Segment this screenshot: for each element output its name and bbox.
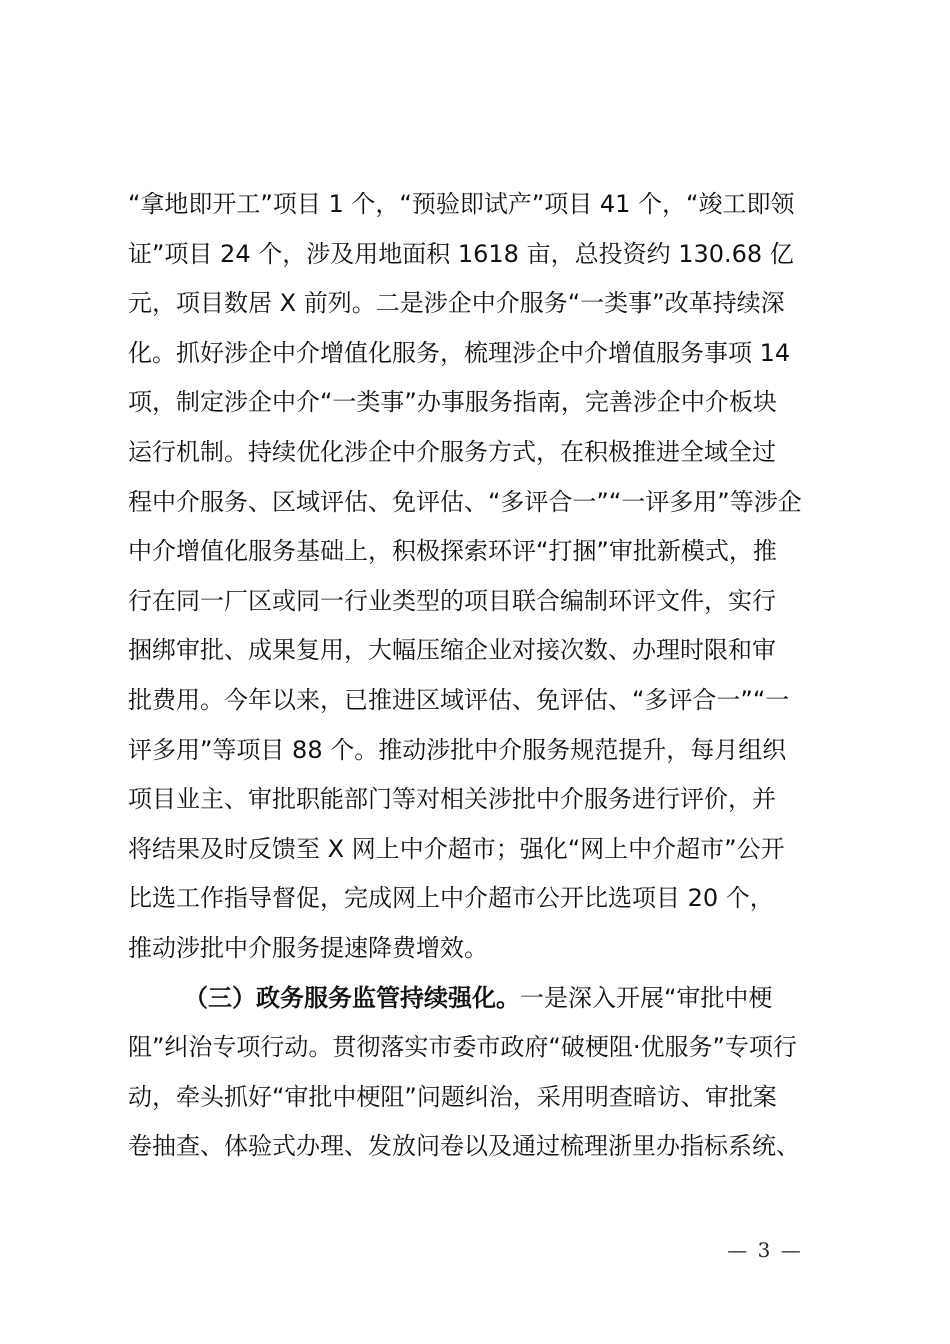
text-line: 将结果及时反馈至 X 网上中介超市；强化“网上中介超市”公开 <box>128 834 785 863</box>
text-line: 程中介服务、区域评估、免评估、“多评合一”“一评多用”等涉企 <box>128 487 802 516</box>
text-line: 阻”纠治专项行动。贯彻落实市委市政府“破梗阻·优服务”专项行 <box>128 1033 797 1062</box>
text-line: 中介增值化服务基础上，积极探索环评“打捆”审批新模式，推 <box>128 537 777 566</box>
body-text <box>128 180 848 1172</box>
text-line: 批费用。今年以来，已推进区域评估、免评估、“多评合一”“一 <box>128 685 790 714</box>
section-heading: （三）政务服务监管持续强化。 <box>184 983 520 1012</box>
text-line: 动，牵头抓好“审批中梗阻”问题纠治，采用明查暗访、审批案 <box>128 1082 777 1111</box>
section-heading-continuation: 一是深入开展“审批中梗 <box>520 983 773 1012</box>
text-line: “拿地即开工”项目 1 个，“预验即试产”项目 41 个，“竣工即领 <box>128 190 795 218</box>
text-line: 项目业主、审批职能部门等对相关涉批中介服务进行评价，并 <box>128 785 776 814</box>
text-line: 卷抽查、体验式办理、发放问卷以及通过梳理浙里办指标系统、 <box>128 1132 800 1161</box>
text-line: 评多用”等项目 88 个。推动涉批中介服务规范提升，每月组织 <box>128 735 787 764</box>
text-line: 证”项目 24 个，涉及用地面积 1618 亩，总投资约 130.68 亿 <box>128 239 794 268</box>
text-line: 元，项目数居 X 前列。二是涉企中介服务“一类事”改革持续深 <box>128 289 785 318</box>
text-line: 比选工作指导督促，完成网上中介超市公开比选项目 20 个， <box>128 884 774 913</box>
text-line: 推动涉批中介服务提速降费增效。 <box>128 933 488 962</box>
text-line: 捆绑审批、成果复用，大幅压缩企业对接次数、办理时限和审 <box>128 636 776 665</box>
text-line: 项，制定涉企中介“一类事”办事服务指南，完善涉企中介板块 <box>128 388 777 417</box>
text-line: 行在同一厂区或同一行业类型的项目联合编制环评文件，实行 <box>128 586 776 615</box>
section-heading-line <box>128 974 848 1024</box>
page-number: — 3 — <box>727 1238 803 1262</box>
text-line: 化。抓好涉企中介增值化服务，梳理涉企中介增值服务事项 14 <box>128 338 791 367</box>
text-line: 运行机制。持续优化涉企中介服务方式，在积极推进全域全过 <box>128 437 776 466</box>
